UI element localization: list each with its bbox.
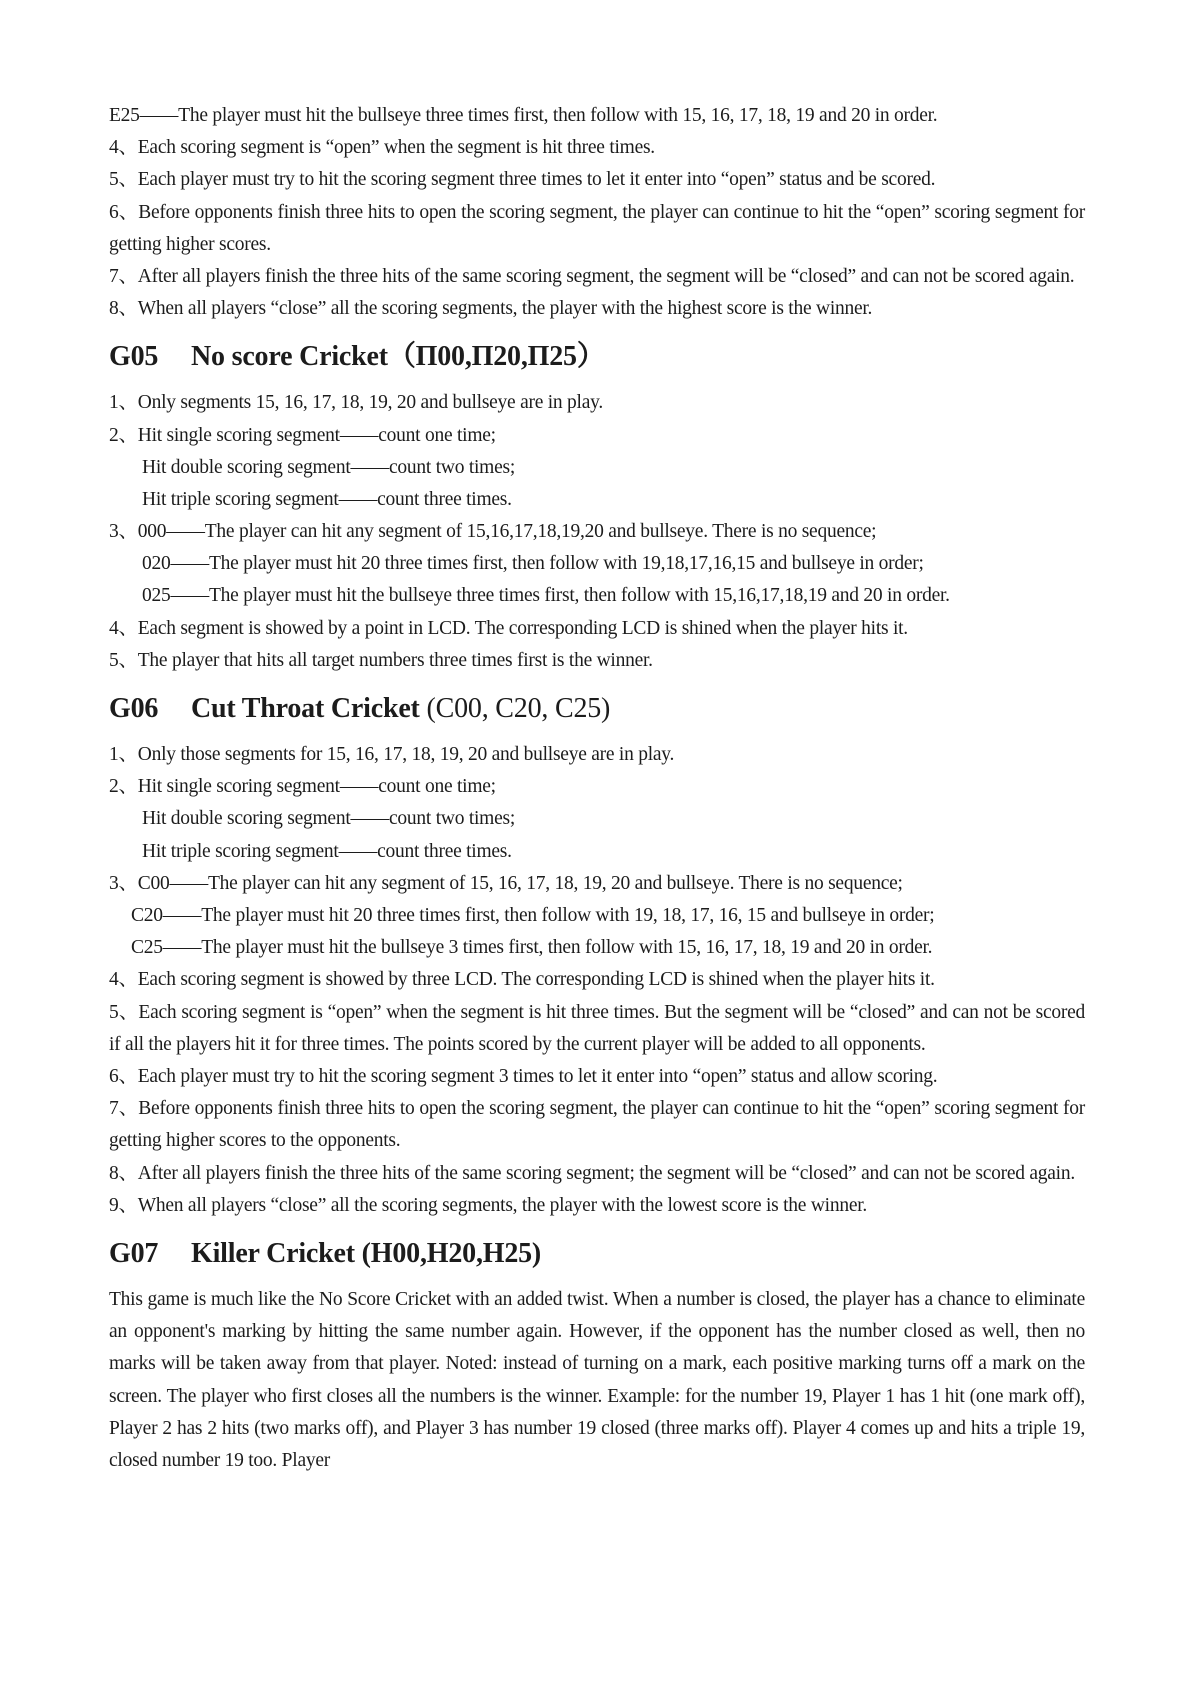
- rule-line: 4、Each segment is showed by a point in LCD. The corresponding LCD is shined when the player hits it.: [109, 617, 908, 639]
- rule-paragraph: 8、After all players finish the three hits of the same scoring segment; the segment will be “closed” and can not be scored again.: [109, 1162, 1075, 1184]
- page-content: [109, 100, 1085, 1477]
- rule-line: 3、C00——The player can hit any segment of 15, 16, 17, 18, 19, 20 and bullseye. There is no sequence;: [109, 872, 903, 894]
- rule-line: 1、Only those segments for 15, 16, 17, 18, 19, 20 and bullseye are in play.: [109, 744, 675, 766]
- game-title: Killer Cricket: [191, 1237, 355, 1269]
- rule-line: 3、000——The player can hit any segment of 15,16,17,18,19,20 and bullseye. There is no sequence;: [109, 521, 877, 543]
- rule-line: C25——The player must hit the bullseye 3 times first, then follow with 15, 16, 17, 18, 19 and 20 in order.: [131, 937, 933, 959]
- section-heading-g07: [109, 1225, 1085, 1283]
- rule-paragraph: 5、Each scoring segment is “open” when the segment is hit three times. But the segment will be “closed” and can not be scored if all the players hit it for three times. The points scored by the current player will be added to all opponents.: [109, 1001, 1085, 1055]
- rule-paragraph: 6、Before opponents finish three hits to open the scoring segment, the player can continue to hit the “open” scoring segment for getting higher scores.: [109, 201, 1085, 255]
- rule-line: 5、Each player must try to hit the scoring segment three times to let it enter into “open” status and be scored.: [109, 169, 936, 191]
- rule-line: Hit double scoring segment——count two times;: [142, 456, 515, 478]
- section-heading-g05: [109, 328, 1085, 386]
- rule-line: 020——The player must hit 20 three times first, then follow with 19,18,17,16,15 and bullseye in order;: [142, 553, 924, 575]
- game-title: No score Cricket: [191, 341, 388, 373]
- game-code: G06: [109, 693, 159, 725]
- rule-line: 2、Hit single scoring segment——count one time;: [109, 424, 496, 446]
- rule-line: 025——The player must hit the bullseye three times first, then follow with 15,16,17,18,19 and 20 in order.: [142, 585, 950, 607]
- rule-line: 2、Hit single scoring segment——count one time;: [109, 776, 496, 798]
- rule-line: 6、Each player must try to hit the scoring segment 3 times to let it enter into “open” status and allow scoring.: [109, 1065, 938, 1087]
- rule-line: 8、When all players “close” all the scoring segments, the player with the highest score is the winner.: [109, 298, 873, 320]
- game-code: G07: [109, 1237, 159, 1269]
- rule-line: 5、The player that hits all target numbers three times first is the winner.: [109, 649, 653, 671]
- game-g07: [109, 1225, 1085, 1477]
- rule-line: C20——The player must hit 20 three times first, then follow with 19, 18, 17, 16, 15 and bullseye in order;: [131, 904, 935, 926]
- game-g06: [109, 680, 1085, 1222]
- game-description: This game is much like the No Score Cricket with an added twist. When a number is closed, the player has a chance to eliminate an opponent's marking by hitting the same number again. However, if the opponent has the number closed as well, then no marks will be taken away from that player. Noted: instead of turning on a mark, each positive marking turns off a mark on the screen. The player who first closes all the numbers is the winner. Example: for the number 19, Player 1 has 1 hit (one mark off), Player 2 has 2 hits (two marks off), and Player 3 has number 19 closed (three marks off). Player 4 comes up and hits a triple 19, closed number 19 too. Player: [109, 1288, 1085, 1471]
- rule-line: 9、When all players “close” all the scoring segments, the player with the lowest score is the winner.: [109, 1194, 868, 1216]
- game-modes: （П00,П20,П25）: [387, 341, 605, 373]
- game-modes: (H00,H20,H25): [361, 1237, 542, 1269]
- rule-line: 4、Each scoring segment is “open” when the segment is hit three times.: [109, 137, 655, 159]
- rule-line: Hit triple scoring segment——count three times.: [142, 840, 512, 862]
- intro-rules: [109, 100, 1085, 325]
- rule-paragraph: 7、Before opponents finish three hits to open the scoring segment, the player can continue to hit the “open” scoring segment for getting higher scores to the opponents.: [109, 1098, 1085, 1152]
- rule-line: Hit triple scoring segment——count three times.: [142, 488, 512, 510]
- rule-line-e25: E25——The player must hit the bullseye three times first, then follow with 15, 16, 17, 18, 19 and 20 in order.: [109, 105, 938, 126]
- game-modes: (C00, C20, C25): [426, 693, 611, 725]
- rule-line: Hit double scoring segment——count two times;: [142, 808, 515, 830]
- rule-paragraph: 7、After all players finish the three hits of the same scoring segment, the segment will be “closed” and can not be scored again.: [109, 265, 1075, 287]
- rule-line: 4、Each scoring segment is showed by three LCD. The corresponding LCD is shined when the player hits it.: [109, 969, 935, 991]
- game-g05: [109, 328, 1085, 677]
- game-title: Cut Throat Cricket: [191, 693, 420, 725]
- game-code: G05: [109, 341, 159, 373]
- rule-line: 1、Only segments 15, 16, 17, 18, 19, 20 and bullseye are in play.: [109, 392, 603, 414]
- section-heading-g06: [109, 680, 1085, 738]
